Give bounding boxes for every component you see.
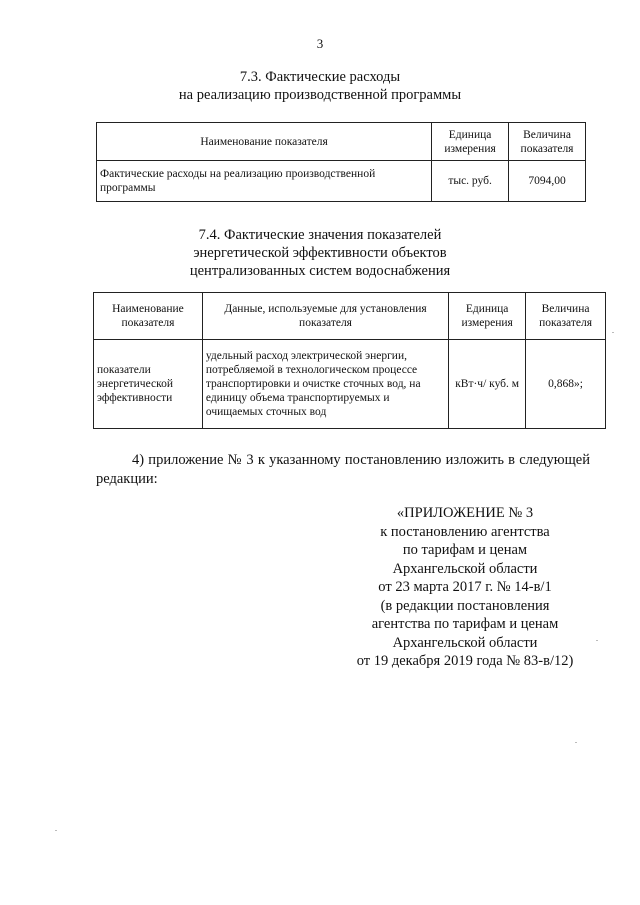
energy-efficiency-table xyxy=(93,292,606,429)
paragraph-4-text: 4) приложение № 3 к указанному постановлению изложить в следующей редакции: xyxy=(96,452,590,487)
cell-indicator-name: Фактические расходы на реализацию производственной программы xyxy=(97,161,432,202)
section-7-3-title-line1: 7.3. Фактические расходы xyxy=(239,69,401,85)
section-7-4-title-line3: централизованных систем водоснабжения xyxy=(189,263,451,279)
cell-unit: кВт·ч/ куб. м xyxy=(449,340,526,429)
cell-indicator-name: показатели энергетической эффективности xyxy=(94,340,203,429)
appendix-line: Архангельской области xyxy=(392,560,538,577)
header-unit: Единица измерения xyxy=(432,123,509,161)
appendix-line: (в редакции постановления xyxy=(380,597,550,614)
appendix-line: от 23 марта 2017 г. № 14-в/1 xyxy=(378,579,552,595)
appendix-line: от 19 декабря 2019 года № 83-в/12) xyxy=(356,653,574,669)
appendix-line: к постановлению агентства xyxy=(380,523,550,540)
header-indicator-name: Наименование показателя xyxy=(94,293,203,340)
table-row xyxy=(94,340,606,429)
expenses-table-header xyxy=(97,123,586,161)
section-7-4-title-line2: энергетической эффективности объектов xyxy=(193,245,447,261)
scan-speck xyxy=(55,830,57,831)
cell-unit: тыс. руб. xyxy=(432,161,509,202)
scan-speck xyxy=(612,332,614,333)
header-unit: Единица измерения xyxy=(449,293,526,340)
appendix-header xyxy=(340,504,590,671)
cell-value: 0,868»; xyxy=(526,340,606,429)
header-indicator-name: Наименование показателя xyxy=(97,123,432,161)
appendix-line: Архангельской области xyxy=(392,634,538,651)
cell-value: 7094,00 xyxy=(509,161,586,202)
section-7-4-title-line1: 7.4. Фактические значения показателей xyxy=(198,227,442,243)
appendix-line: «ПРИЛОЖЕНИЕ № 3 xyxy=(396,505,534,521)
section-7-4-title xyxy=(0,226,640,280)
header-value: Величина показателя xyxy=(509,123,586,161)
energy-table-header xyxy=(94,293,606,340)
appendix-line: по тарифам и ценам xyxy=(402,542,528,558)
paragraph-4 xyxy=(96,451,590,489)
table-row xyxy=(97,161,586,202)
section-7-3-title xyxy=(0,68,640,104)
appendix-line: агентства по тарифам и ценам xyxy=(371,616,559,632)
cell-data-used: удельный расход электрической энергии, потребляемой в технологическом процессе транспортировки и очистке сточных вод, на единицу объема транспортируемых и очищаемых сточных вод xyxy=(202,340,448,429)
header-data-used: Данные, используемые для установления показателя xyxy=(202,293,448,340)
section-7-3-title-line2: на реализацию производственной программы xyxy=(178,87,462,103)
header-value: Величина показателя xyxy=(526,293,606,340)
scan-speck xyxy=(596,640,598,641)
expenses-table xyxy=(96,122,586,202)
page-number: 3 xyxy=(316,36,324,51)
scan-speck xyxy=(575,742,577,743)
